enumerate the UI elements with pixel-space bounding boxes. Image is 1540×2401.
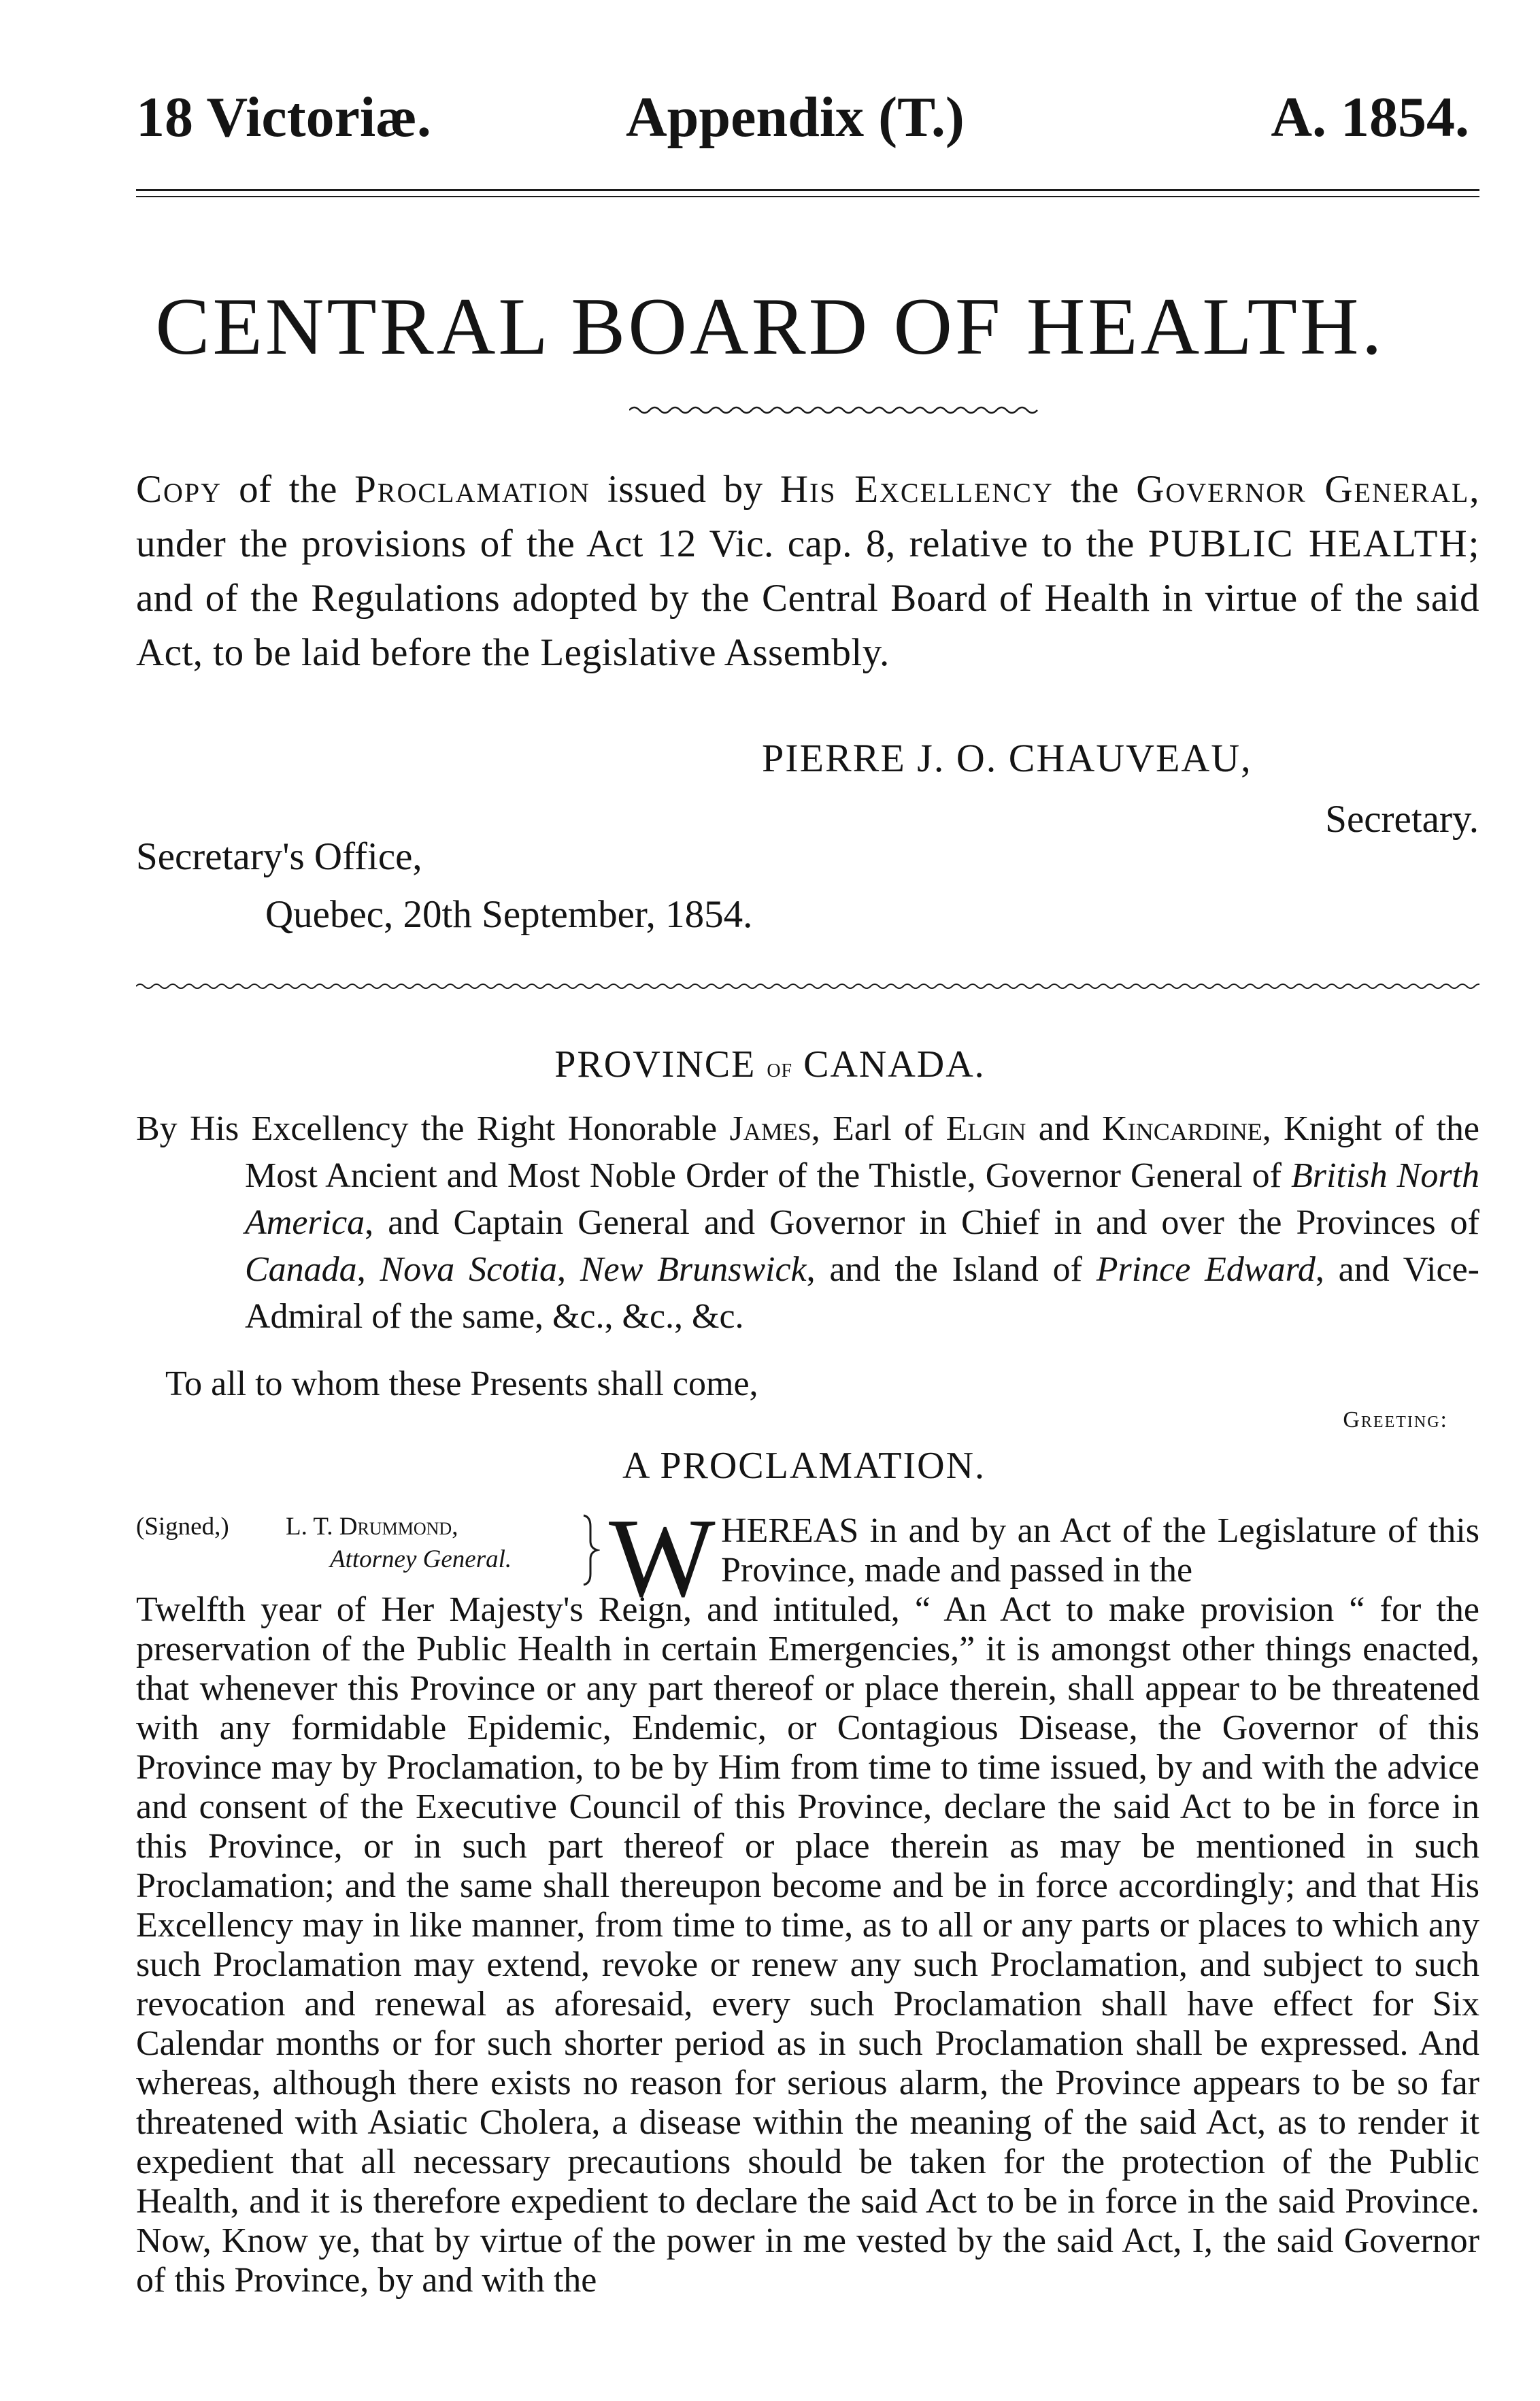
intro-proclamation: Proclamation	[354, 468, 590, 511]
proclaimer-text: and	[1026, 1109, 1103, 1148]
province-word: PROVINCE	[554, 1043, 767, 1086]
proclaimer-name: James	[729, 1109, 811, 1148]
place-canada: Canada	[245, 1250, 357, 1289]
office-date: Quebec, 20th September, 1854.	[265, 893, 753, 936]
intro-his-excellency: His Excellency	[780, 468, 1054, 511]
attorney-name: L. T. Drummond,	[286, 1513, 458, 1541]
intro-copy: Copy	[136, 468, 222, 511]
province-of: of	[767, 1052, 793, 1083]
address-line: To all to whom these Presents shall come,	[165, 1364, 758, 1403]
body-first-lines: HEREAS in and by an Act of the Legislature of this Province, made and passed in the	[721, 1511, 1479, 1590]
title-ornament-divider	[629, 403, 1044, 418]
drop-cap: W	[609, 1495, 716, 1620]
header-rule-top	[136, 189, 1479, 191]
header-rule-bottom	[136, 196, 1479, 197]
proclaimer-paragraph	[136, 1105, 1479, 1340]
place-nova-scotia: Nova Scotia	[380, 1250, 558, 1289]
section-ornament-divider	[136, 981, 1479, 991]
body-paragraph: Twelfth year of Her Majesty's Reign, and intituled, “ An Act to make provision “ for the preservation of the Public Health in certain Emergencies,” it is amongst other things enacted, that whenever this Province or any part thereof or place therein, shall appear to be threatened with any formidable Epidemic, Endemic, or Contagious Disease, the Governor of this Province may by Proclamation, to be by Him from time to time issued, by and with the advice and consent of the Executive Council of this Province, declare the said Act to be in force in this Province, or in such part thereof or place therein as may be mentioned in such Proclamation; and the same shall thereupon become and be in force accordingly; and that His Excellency may in like manner, from time to time, as to all or any parts or places to which any such Proclamation may extend, revoke or renew any such Proclamation, and subject to such revocation and renewal as aforesaid, every such Proclamation shall have effect for Six Calendar months or for such shorter period as in such Proclamation shall be expressed. And whereas, although there exists no reason for serious alarm, the Province appears to be so far threatened with Asiatic Cholera, a disease within the meaning of the said Act, as to render it expedient that all necessary precautions should be taken for the protection of the Public Health, and it is therefore expedient to declare the said Act to be in force in the said Province. Now, Know ye, that by virtue of the power in me vested by the said Act, I, the said Governor of this Province, by and with the	[136, 1590, 1479, 2300]
intro-text: , under the provisions of the Act 12 Vic. cap. 8, relative to the	[136, 468, 1480, 565]
proclamation-heading: A PROCLAMATION.	[622, 1445, 986, 1487]
proclaimer-text: , and the Island of	[806, 1250, 1097, 1289]
proclaimer-text: , and Captain General and Governor in Chief in and over the Provinces of	[365, 1203, 1479, 1242]
proclaimer-title-elgin: Elgin	[945, 1109, 1026, 1148]
greeting	[1343, 1403, 1448, 1437]
proclaimer-text: , and Vice-Admiral of the same, &c., &c., &c.	[245, 1250, 1479, 1336]
signed-label: (Signed,)	[136, 1513, 229, 1541]
signatory-name: PIERRE J. O. CHAUVEAU,	[762, 736, 1252, 780]
proclaimer-text: ,	[557, 1250, 580, 1289]
province-word: CANADA.	[792, 1043, 986, 1086]
place-british-north-america: British North America	[245, 1156, 1480, 1242]
office-location: Secretary's Office,	[136, 835, 422, 878]
greeting-text: Greeting:	[1343, 1407, 1448, 1432]
intro-text: issued by	[590, 468, 780, 511]
intro-text: the	[1053, 468, 1137, 511]
proclaimer-text: , Earl of	[811, 1109, 946, 1148]
attorney-signature-block	[136, 1509, 612, 1597]
intro-text: of the	[222, 468, 355, 511]
intro-public-health: PUBLIC HEALTH	[1148, 522, 1469, 565]
running-head	[136, 80, 1469, 155]
proclaimer-text: By His Excellency the Right Honorable	[136, 1109, 730, 1148]
running-head-year: A. 1854.	[1271, 86, 1469, 149]
proclaimer-title-kincardine: Kincardine	[1102, 1109, 1262, 1148]
running-head-appendix: Appendix (T.)	[626, 86, 965, 149]
intro-governor-general: Governor General	[1136, 468, 1470, 511]
place-prince-edward: Prince Edward	[1096, 1250, 1316, 1289]
proclaimer-text: , Knight of the Most Ancient and Most Noble Order of the Thistle, Governor General of	[245, 1109, 1479, 1195]
province-heading	[0, 1041, 1540, 1092]
running-head-session: 18 Victoriæ.	[136, 86, 431, 149]
intro-text: ; and of the Regulations adopted by the Central Board of Health in virtue of the said Act, to be laid before the Legislative Assembly.	[136, 522, 1479, 674]
brace-icon	[580, 1513, 600, 1588]
signatory-title: Secretary.	[1325, 798, 1479, 841]
place-new-brunswick: New Brunswick	[580, 1250, 807, 1289]
proclaimer-text: ,	[356, 1250, 380, 1289]
attorney-office: Attorney General.	[330, 1545, 512, 1573]
page-title: CENTRAL BOARD OF HEALTH.	[155, 281, 1385, 371]
intro-paragraph	[136, 463, 1479, 680]
